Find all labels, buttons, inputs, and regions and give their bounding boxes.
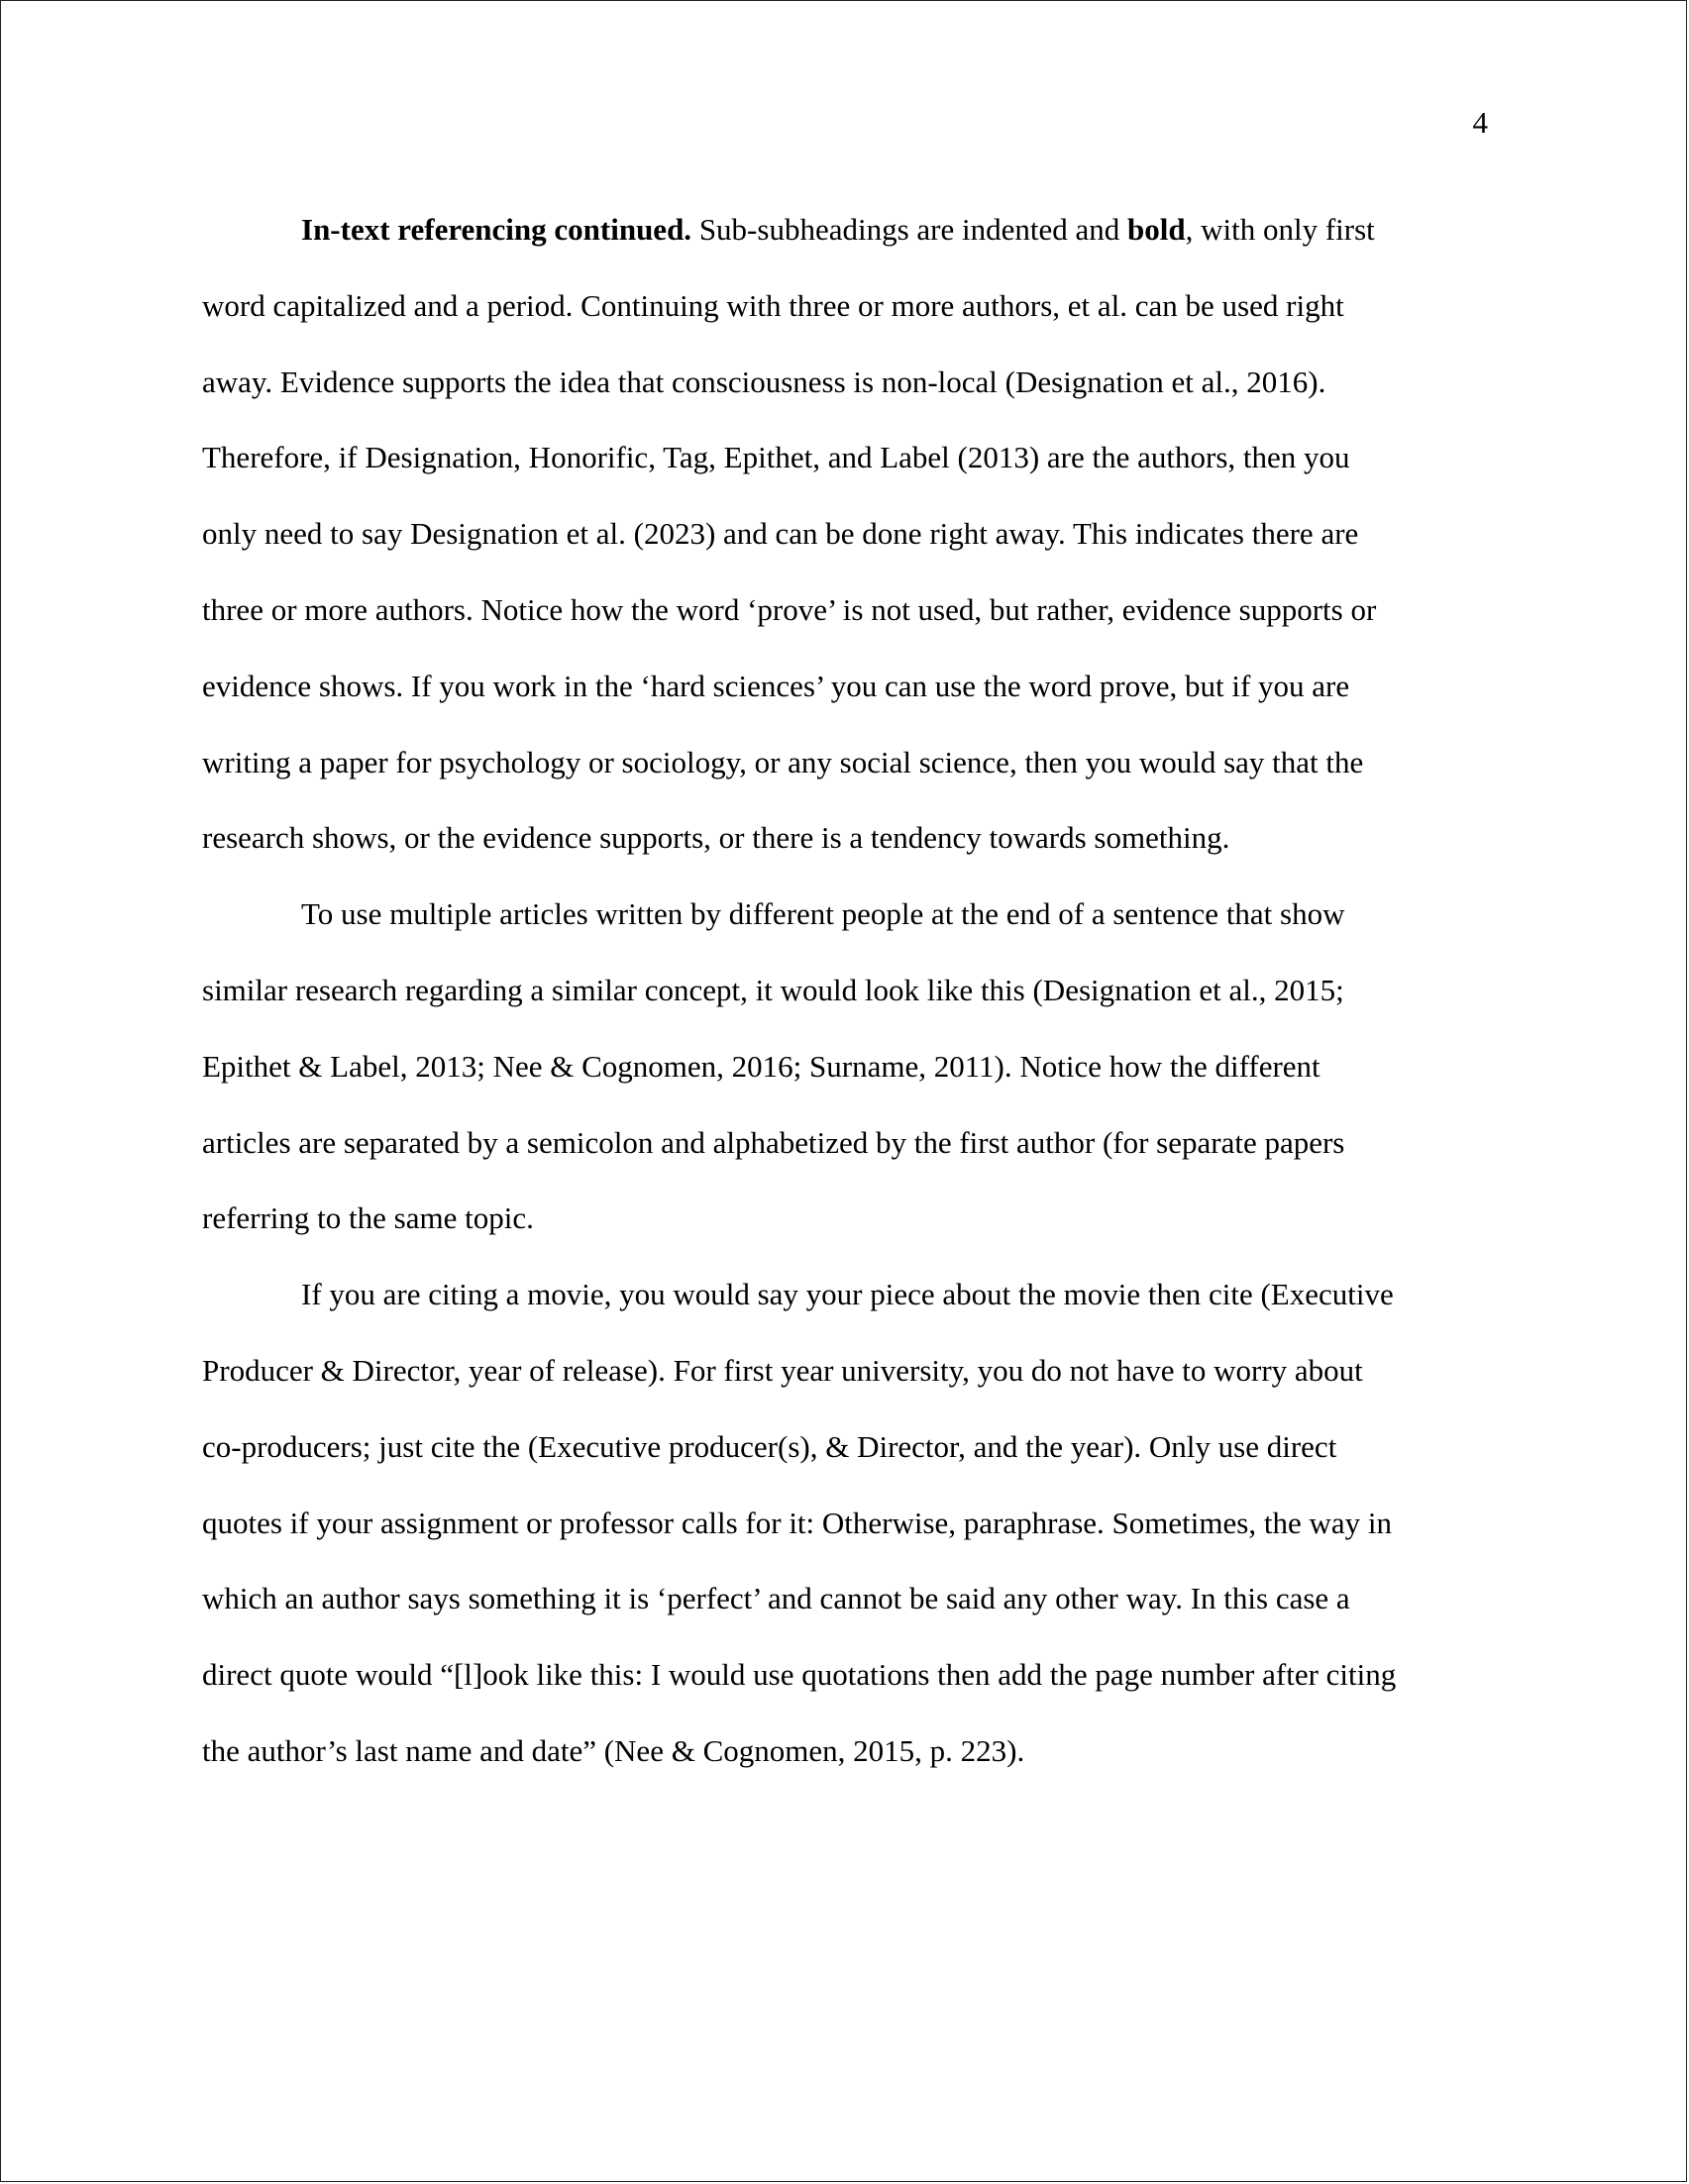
- paragraph-line: articles are separated by a semicolon and alphabetized by the first author (for separate papers: [202, 1124, 1345, 1160]
- paragraph-line: Epithet & Label, 2013; Nee & Cognomen, 2016; Surname, 2011). Notice how the different: [202, 1048, 1320, 1084]
- paragraph-line: Therefore, if Designation, Honorific, Tag, Epithet, and Label (2013) are the authors, then you: [202, 440, 1350, 475]
- line-text: Sub-subheadings are indented and: [691, 212, 1127, 247]
- paragraph-line: three or more authors. Notice how the word ‘prove’ is not used, but rather, evidence supports or: [202, 591, 1377, 627]
- paragraph-line: away. Evidence supports the idea that consciousness is non-local (Designation et al., 2016).: [202, 364, 1326, 399]
- page-number: 4: [1472, 105, 1488, 140]
- document-body: [202, 192, 1490, 1790]
- paragraph-multiple-articles: [202, 877, 1490, 1257]
- paragraph-line: research shows, or the evidence supports, or there is a tendency towards something.: [202, 820, 1230, 856]
- paragraph-line: If you are citing a movie, you would say your piece about the movie then cite (Executive: [301, 1277, 1394, 1312]
- paragraph-line: writing a paper for psychology or sociology, or any social science, then you would say that the: [202, 744, 1364, 780]
- paragraph-line: quotes if your assignment or professor calls for it: Otherwise, paraphrase. Sometimes, the way in: [202, 1505, 1392, 1540]
- bold-word: bold: [1126, 212, 1186, 247]
- paragraph-line: word capitalized and a period. Continuing with three or more authors, et al. can be used right: [202, 287, 1344, 323]
- paragraph-line: similar research regarding a similar concept, it would look like this (Designation et al., 2015;: [202, 972, 1344, 1007]
- paragraph-line: Producer & Director, year of release). For first year university, you do not have to worry about: [202, 1352, 1363, 1388]
- paragraph-in-text-referencing: [202, 192, 1490, 877]
- paragraph-line: only need to say Designation et al. (2023) and can be done right away. This indicates there are: [202, 516, 1359, 552]
- paragraph-line: co-producers; just cite the (Executive producer(s), & Director, and the year). Only use direct: [202, 1428, 1337, 1464]
- sub-subheading: In-text referencing continued.: [301, 212, 692, 247]
- paragraph-line: which an author says something it is ‘perfect’ and cannot be said any other way. In this case a: [202, 1581, 1350, 1616]
- paragraph-line: evidence shows. If you work in the ‘hard sciences’ you can use the word prove, but if you are: [202, 668, 1350, 703]
- paragraph-line: the author’s last name and date” (Nee & Cognomen, 2015, p. 223).: [202, 1732, 1025, 1768]
- line-text: , with only first: [1185, 212, 1375, 247]
- paragraph-line: [202, 192, 1490, 268]
- paragraph-line: direct quote would “[l]ook like this: I would use quotations then add the page number after citing: [202, 1657, 1397, 1693]
- paragraph-line: referring to the same topic.: [202, 1200, 534, 1236]
- paragraph-line: To use multiple articles written by different people at the end of a sentence that show: [301, 896, 1345, 932]
- paragraph-citing-movie: [202, 1257, 1490, 1790]
